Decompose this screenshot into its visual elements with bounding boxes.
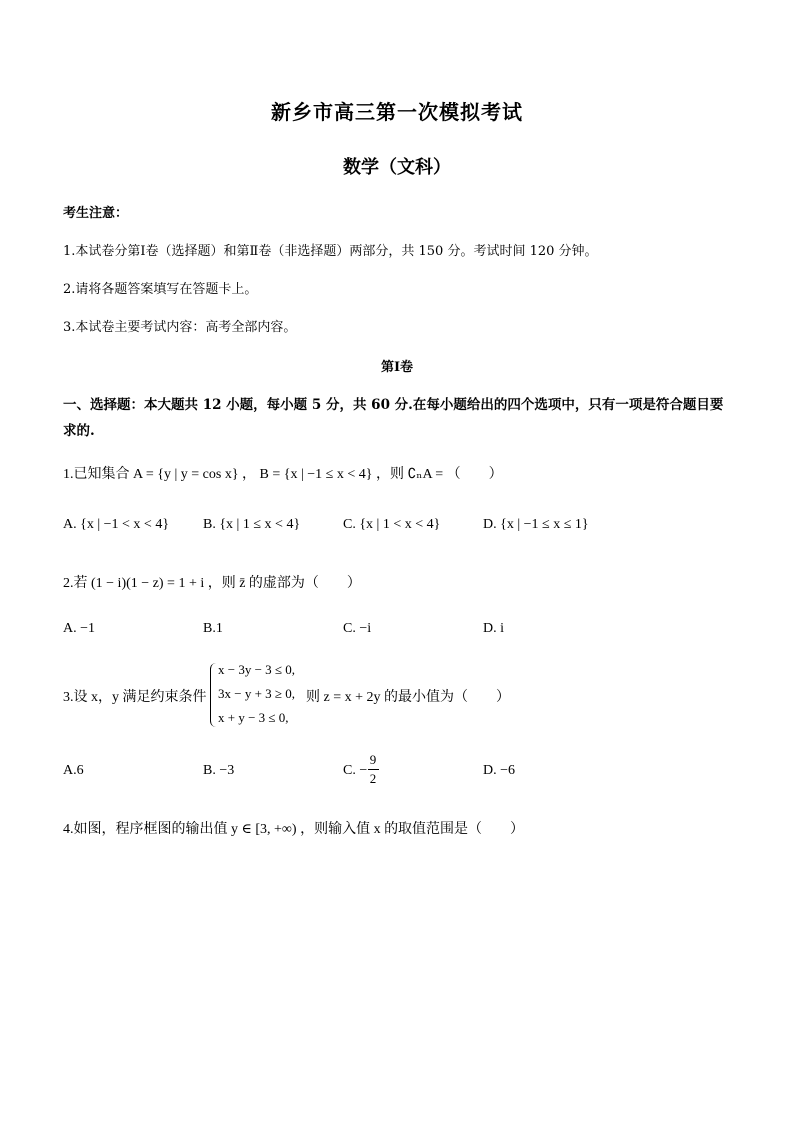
question-3-option-c: C. − [343, 763, 368, 778]
exam-title: 新乡市高三第一次模拟考试 [271, 100, 523, 124]
question-3-stem-prefix: 3.设 x，y 满足约束条件 [63, 690, 207, 705]
notice-heading: 考生注意： [63, 206, 129, 221]
question-4-stem: 4.如图，程序框图的输出值 y ∈ [3, +∞) ，则输入值 x 的取值范围是（ ） [63, 822, 525, 837]
question-1-option-b: B. {x | 1 ≤ x < 4} [203, 517, 301, 532]
notice-item-1: 1.本试卷分第Ⅰ卷（选择题）和第Ⅱ卷（非选择题）两部分，共 150 分。考试时间 120 分钟。 [63, 244, 598, 259]
question-1-option-c: C. {x | 1 < x < 4} [343, 517, 441, 532]
exam-subtitle: 数学（文科） [343, 157, 451, 178]
question-3-option-a: A.6 [63, 763, 84, 778]
question-2-option-a: A. −1 [63, 621, 96, 636]
fraction-denominator: 2 [369, 771, 377, 786]
section1-line1: 一、选择题：本大题共 12 小题，每小题 5 分，共 60 分.在每小题给出的四个选项中，只有一项是符合题目要 [63, 397, 724, 413]
constraint-2: 3x − y + 3 ≥ 0, [218, 686, 296, 701]
question-2-stem: 2.若 (1 − i)(1 − z) = 1 + i ，则 z̄ 的虚部为（ ） [63, 576, 361, 591]
question-2-option-c: C. −i [343, 621, 372, 636]
question-1-stem: 1.已知集合 A = {y | y = cos x} ， B = {x | −1 ≤ x < 4} ，则 ∁ₙA = （ ） [63, 467, 503, 482]
section1-line2: 求的. [63, 423, 95, 439]
question-2-option-d: D. i [483, 621, 504, 636]
notice-item-2: 2.请将各题答案填写在答题卡上。 [63, 282, 258, 297]
volume-label: 第Ⅰ卷 [380, 360, 414, 375]
fraction-numerator: 9 [369, 752, 377, 767]
question-1-option-a: A. {x | −1 < x < 4} [63, 517, 170, 532]
question-1-option-d: D. {x | −1 ≤ x ≤ 1} [483, 517, 589, 532]
fraction-bar [368, 769, 379, 770]
constraint-3: x + y − 3 ≤ 0, [218, 710, 289, 725]
notice-item-3: 3.本试卷主要考试内容：高考全部内容。 [63, 320, 297, 335]
question-2-option-b: B.1 [203, 621, 223, 636]
question-3-stem-suffix: 则 z = x + 2y 的最小值为（ ） [306, 690, 511, 705]
question-3-option-c-fraction [366, 752, 380, 787]
constraint-1: x − 3y − 3 ≤ 0, [218, 662, 296, 677]
question-3-option-b: B. −3 [203, 763, 235, 778]
question-3-option-d: D. −6 [483, 763, 516, 778]
